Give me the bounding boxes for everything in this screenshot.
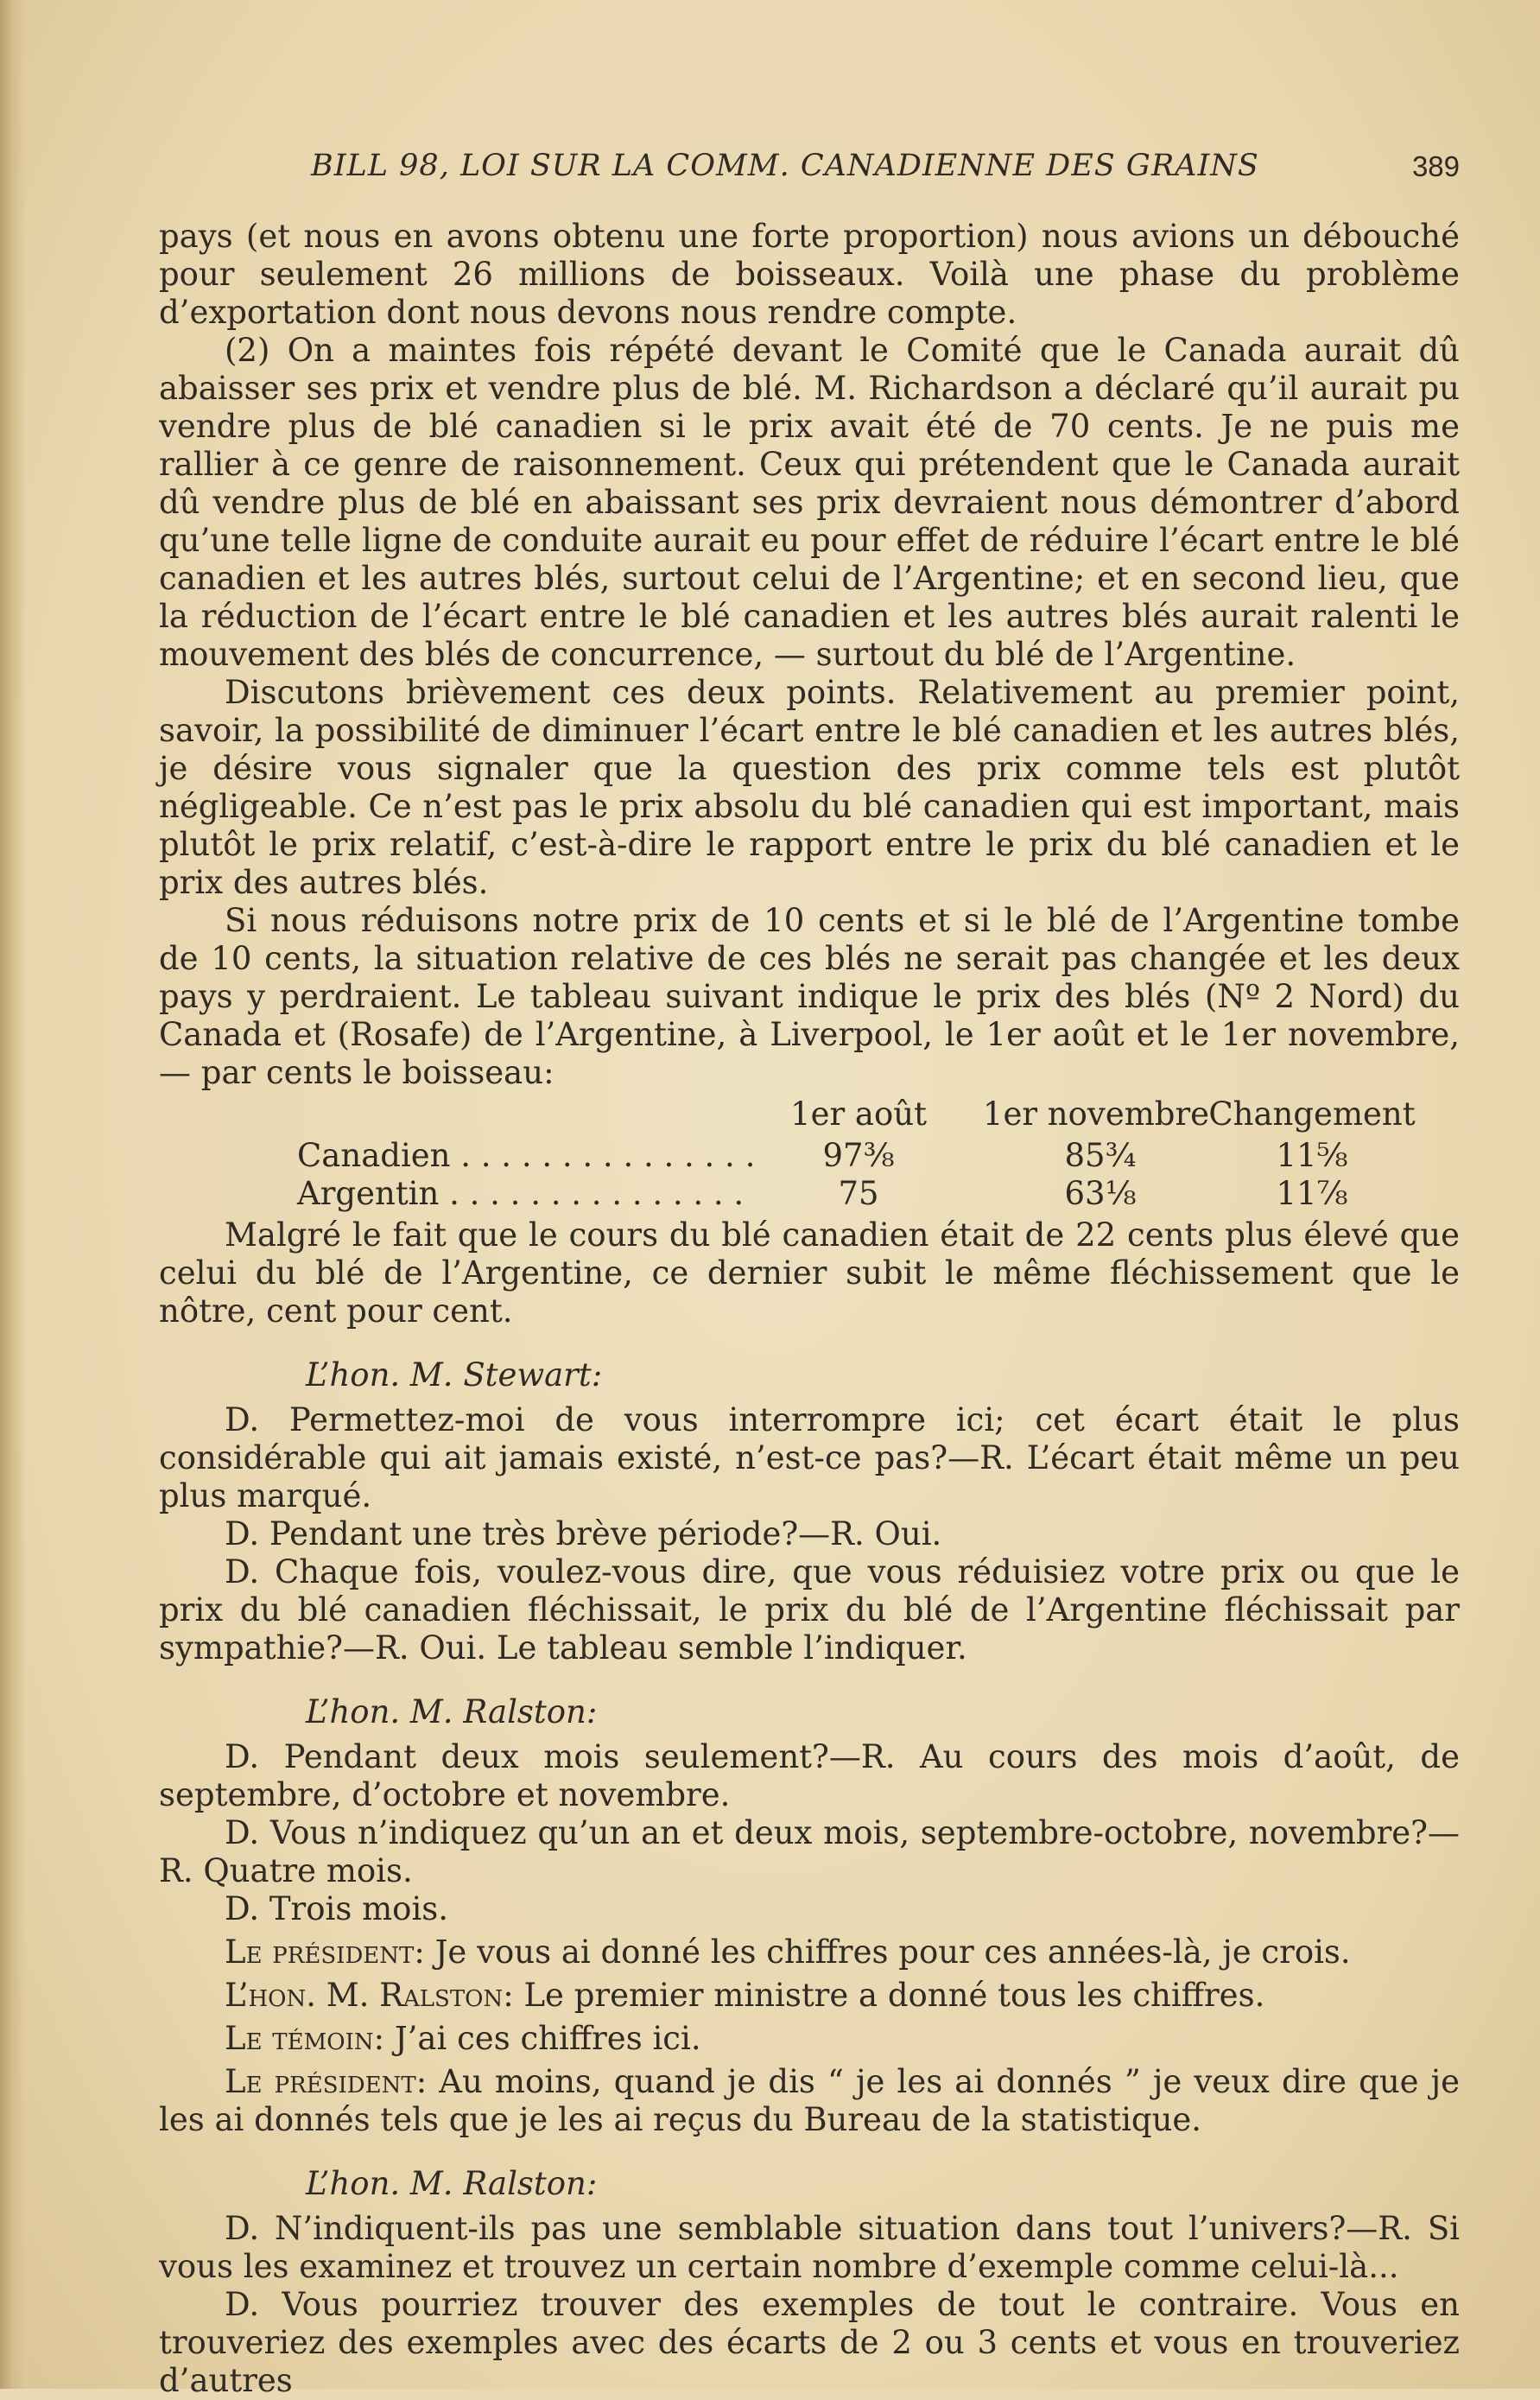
speaker-ralston: L’hon. M. Ralston: bbox=[306, 1693, 598, 1730]
paragraph-2: (2) On a maintes fois répété devant le Comité que le Canada aurait dû abaisser ses prix et vendre plus de blé. M. Richardson a déclaré qu’il aurait pu vendre plus de blé canadien si le prix avait été de 70 cents. Je ne puis me rallier à ce genre de raisonnement. Ceux qui prétendent que le Canada aurait dû vendre plus de blé en abaissant ses prix devraient nous démontrer d’abord qu’une telle ligne de conduite aurait eu pour effet de réduire l’écart entre le blé canadien et les autres blés, surtout celui de l’Argentine; et en second lieu, que la réduction de l’écart entre le blé canadien et les autres blés aurait ralenti le mouvement des blés de concurrence, — surtout du blé de l’Argentine. bbox=[159, 332, 1460, 673]
speaker-ralston-inline: L’hon. M. Ralston: bbox=[225, 1977, 514, 2014]
table-cell: 85¾ bbox=[1064, 1137, 1137, 1174]
table-cell: 97⅜ bbox=[822, 1137, 895, 1174]
paragraph-4: Si nous réduisons notre prix de 10 cents et si le blé de l’Argentine tombe de 10 cents, la situation relative de ces blés ne serait pas changée et les deux pays y perdraient. Le tableau suivant indique le prix des blés (Nº 2 Nord) du Canada et (Rosafe) de l’Argentine, à Liverpool, le 1er août et le 1er novembre, — par cents le boisseau: bbox=[159, 902, 1460, 1091]
table-cell: 11⅞ bbox=[1276, 1175, 1348, 1212]
dialogue-q2: D. Pendant une très brève période?—R. Oui. bbox=[225, 1515, 942, 1552]
table-header-changement: Changement bbox=[1208, 1095, 1416, 1133]
dialogue-president-1 bbox=[159, 1933, 1460, 1971]
page-body bbox=[159, 218, 1460, 2400]
page-binding-edge bbox=[0, 0, 26, 2389]
paragraph-1: pays (et nous en avons obtenu une forte proportion) nous avions un débouché pour seulement 26 millions de boisseaux. Voilà une phase du problème d’exportation dont nous devons nous rendre compte. bbox=[159, 218, 1460, 331]
table-row-label: Canadien . . . . . . . . . . . . . . . bbox=[297, 1137, 756, 1174]
dialogue-q6: D. Trois mois. bbox=[225, 1890, 449, 1927]
ralston-inline-text: Le premier ministre a donné tous les chiffres. bbox=[523, 1977, 1265, 2014]
dialogue-ralston-inline bbox=[159, 1977, 1460, 2015]
president-text-1: Je vous ai donné les chiffres pour ces années-là, je crois. bbox=[434, 1933, 1351, 1971]
page-header bbox=[311, 149, 1460, 192]
speaker-temoin: Le témoin: bbox=[225, 2020, 385, 2057]
paragraph-3: Discutons brièvement ces deux points. Relativement au premier point, savoir, la possibilité de diminuer l’écart entre le blé canadien et les autres blés, je désire vous signaler que la question des prix comme tels est plutôt négligeable. Ce n’est pas le prix absolu du blé canadien qui est important, mais plutôt le prix relatif, c’est-à-dire le rapport entre le prix du blé canadien et le prix des autres blés. bbox=[159, 674, 1460, 901]
dialogue-q7: D. N’indiquent-ils pas une semblable situation dans tout l’univers?—R. Si vous les examinez et trouvez un certain nombre d’exemple comme celui-là... bbox=[159, 2210, 1460, 2285]
table-header-aout: 1er août bbox=[790, 1095, 927, 1133]
speaker-president: Le président: bbox=[225, 2063, 428, 2100]
temoin-text: J’ai ces chiffres ici. bbox=[394, 2020, 701, 2057]
president-text-2: Au moins, quand je dis “ je les ai donnés ” je veux dire que je les ai donnés tels que je les ai reçus du Bureau de la statistique. bbox=[159, 2063, 1461, 2138]
speaker-stewart: L’hon. M. Stewart: bbox=[306, 1356, 603, 1394]
table-cell: 11⅝ bbox=[1276, 1137, 1348, 1174]
dialogue-q3: D. Chaque fois, voulez-vous dire, que vous réduisiez votre prix ou que le prix du blé canadien fléchissait, le prix du blé de l’Argentine fléchissait par sympathie?—R. Oui. Le tableau semble l’indiquer. bbox=[159, 1553, 1460, 1667]
table-header-novembre: 1er novembre bbox=[982, 1095, 1210, 1133]
table-cell: 75 bbox=[838, 1175, 879, 1212]
dialogue-president-2 bbox=[159, 2063, 1460, 2139]
table-cell: 63⅛ bbox=[1064, 1175, 1137, 1212]
price-table bbox=[159, 1095, 1460, 1216]
dialogue-q1: D. Permettez-moi de vous interrompre ici; cet écart était le plus considérable qui ait jamais existé, n’est-ce pas?—R. L’écart était même un peu plus marqué. bbox=[159, 1401, 1460, 1514]
speaker-president: Le président: bbox=[225, 1933, 425, 1971]
page-number: 389 bbox=[1411, 150, 1460, 182]
running-title: BILL 98, LOI SUR LA COMM. CANADIENNE DES GRAINS bbox=[311, 149, 1259, 183]
dialogue-q4: D. Pendant deux mois seulement?—R. Au cours des mois d’août, de septembre, d’octobre et novembre. bbox=[159, 1738, 1460, 1813]
dialogue-temoin bbox=[159, 2020, 1460, 2058]
speaker-ralston-2: L’hon. M. Ralston: bbox=[306, 2165, 598, 2202]
paragraph-5: Malgré le fait que le cours du blé canadien était de 22 cents plus élevé que celui du blé de l’Argentine, ce dernier subit le même fléchissement que le nôtre, cent pour cent. bbox=[159, 1216, 1460, 1330]
table-row-label: Argentin . . . . . . . . . . . . . . . bbox=[297, 1175, 745, 1212]
dialogue-q8: D. Vous pourriez trouver des exemples de tout le contraire. Vous en trouveriez des exemples avec des écarts de 2 ou 3 cents et vous en trouveriez d’autres bbox=[159, 2286, 1460, 2399]
dialogue-q5: D. Vous n’indiquez qu’un an et deux mois, septembre-octobre, novembre?—R. Quatre mois. bbox=[159, 1814, 1460, 1889]
